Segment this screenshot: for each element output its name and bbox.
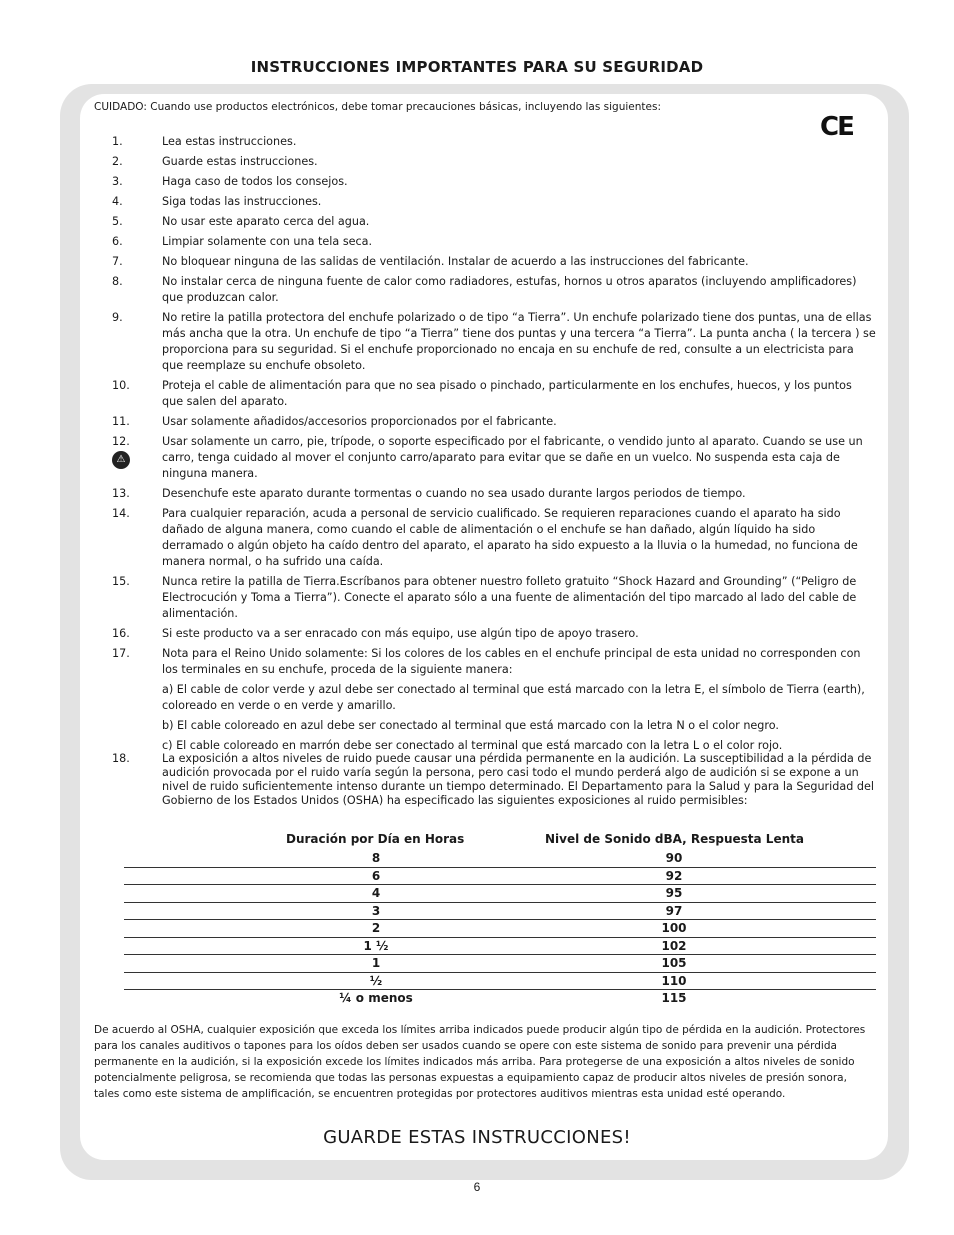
item-text: No retire la patilla protectora del enchufe polarizado o de tipo “a Tierra”. Un enchufe polarizado tiene dos puntas, una de ellas más ancha que la otra. Un enchufe de tipo “a Tierra” tiene dos puntas y una tercera “a Tierra”. La punta ancha ( la tercera ) se proporciona para su seguridad. Si el enchufe proporcionado no encaja en su enchufe de red, consulte a un electricista para que reemplaze su enchufe obsoleto. <box>162 311 876 372</box>
save-instructions-heading: GUARDE ESTAS INSTRUCCIONES! <box>323 1127 631 1148</box>
item-text: Guarde estas instrucciones. <box>162 155 318 168</box>
list-item <box>0 434 954 482</box>
item-text: Nunca retire la patilla de Tierra.Escríbanos para obtener nuestro folleto gratuito “Shock Hazard and Grounding” (“Peligro de Electrocución y Toma a Tierra”). Conecte el aparato sólo a una fuente de alimentación del tipo marcado al lado del cable de alimentación. <box>162 575 857 620</box>
item-text: Lea estas instrucciones. <box>162 135 297 148</box>
list-item <box>0 414 954 430</box>
item-number: 6. <box>112 235 123 248</box>
list-item <box>0 134 954 150</box>
item-text: Si este producto va a ser enracado con más equipo, use algún tipo de apoyo trasero. <box>162 627 639 640</box>
item-number: 18. <box>112 752 130 765</box>
item-number: 14. <box>112 507 130 520</box>
table-row <box>124 990 876 1007</box>
subclause-c: c) El cable coloreado en marrón debe ser conectado al terminal que está marcado con la letra L o el color rojo. <box>162 739 783 752</box>
list-item <box>0 174 954 190</box>
duration-cell: 8 <box>371 851 381 865</box>
item-text: Desenchufe este aparato durante tormentas o cuando no sea usado durante largos periodos de tiempo. <box>162 487 746 500</box>
item-text: Nota para el Reino Unido solamente: Si los colores de los cables en el enchufe principal de esta unidad no corresponden con los terminales en su enchufe, proceda de la siguiente manera: <box>162 647 861 676</box>
list-item <box>0 752 954 808</box>
level-cell: 92 <box>665 868 683 883</box>
list-item <box>0 274 954 306</box>
duration-cell: ¼ o menos <box>339 991 413 1005</box>
item-text: Usar solamente añadidos/accesorios proporcionados por el fabricante. <box>162 415 557 428</box>
table-row <box>124 903 876 921</box>
list-item <box>0 486 954 502</box>
list-item <box>0 378 954 410</box>
item-number: 7. <box>112 255 123 268</box>
table-row <box>124 973 876 991</box>
item-text: Proteja el cable de alimentación para que no sea pisado o pinchado, particularmente en los enchufes, huecos, y los puntos que salen del aparato. <box>162 379 852 408</box>
item-number: 3. <box>112 175 123 188</box>
list-item <box>0 154 954 170</box>
table-row <box>124 920 876 938</box>
table-row <box>124 938 876 956</box>
level-cell: 110 <box>661 973 687 988</box>
column-header-duration: Duración por Día en Horas <box>286 832 465 846</box>
list-item <box>0 214 954 230</box>
table-row <box>124 885 876 903</box>
level-cell: 102 <box>661 938 687 953</box>
list-item <box>0 234 954 250</box>
list-item <box>0 626 954 642</box>
duration-cell: 4 <box>371 886 381 900</box>
subclause-b: b) El cable coloreado en azul debe ser conectado al terminal que está marcado con la letra N o el color negro. <box>162 719 779 732</box>
page-title: INSTRUCCIONES IMPORTANTES PARA SU SEGURIDAD <box>250 58 704 76</box>
item-text: Haga caso de todos los consejos. <box>162 175 348 188</box>
level-cell: 100 <box>661 921 687 935</box>
level-cell: 115 <box>661 991 687 1005</box>
subclause-a: a) El cable de color verde y azul debe ser conectado al terminal que está marcado con la letra E, el símbolo de Tierra (earth), coloreado en verde o en verde y amarillo. <box>162 683 865 712</box>
table-header <box>124 832 876 850</box>
level-cell: 90 <box>665 851 683 865</box>
safety-instructions-list <box>0 134 954 812</box>
column-header-level: Nivel de Sonido dBA, Respuesta Lenta <box>545 832 804 846</box>
item-text: Para cualquier reparación, acuda a personal de servicio cualificado. Se requieren reparaciones cuando el aparato ha sido dañado de alguna manera, como cuando el cable de alimentación o el enchufe se han dañado, algún líquido ha sido derramado o algún objeto ha caído dentro del aparato, el aparato ha sido expuesto a la lluvia o la humedad, no funciona de manera normal, o ha sufrido una caída. <box>162 507 858 568</box>
item-text: No instalar cerca de ninguna fuente de calor como radiadores, estufas, hornos u otros aparatos (incluyendo amplificadores) que produzcan calor. <box>162 275 857 304</box>
item-text: No usar este aparato cerca del agua. <box>162 215 370 228</box>
duration-cell: ½ <box>369 973 383 988</box>
duration-cell: 1 <box>371 956 381 970</box>
table-row <box>124 955 876 973</box>
duration-cell: 6 <box>371 868 381 883</box>
item-text: Limpiar solamente con una tela seca. <box>162 235 373 248</box>
table-row <box>124 868 876 886</box>
item-number: 12. <box>112 435 130 448</box>
item-text: La exposición a altos niveles de ruido puede causar una pérdida permanente en la audición. La susceptibilidad a la pérdida de audición provocada por el ruido varía según la persona, pero casi todo el mundo perderá algo de audición si se expone a un nivel de ruido suficientemente intenso durante un tiempo determinado. El Departamento para la Salud y para la Seguridad del Gobierno de los Estados Unidos (OSHA) ha especificado las siguientes exposiciones al ruido permisibles: <box>162 752 874 807</box>
osha-note-paragraph: De acuerdo al OSHA, cualquier exposición que exceda los límites arriba indicados puede producir algún tipo de pérdida en la audición. Protectores para los canales auditivos o tapones para los oídos deben ser usados cuando se opere con este sistema de sonido para prevenir una pérdida permanente en la audición, si la exposición excede los límites indicados más arriba. Para protegerse de una exposición a altos niveles de sonido potencialmente peligrosa, se recomienda que todas las personas expuestas a equipamiento capaz de producir altos niveles de presión sonora, tales como este sistema de amplificación, se encuentren protegidas por protectores auditivos mientras esta unidad esté operando. <box>94 1024 866 1100</box>
item-17-subclauses <box>162 682 876 754</box>
item-number: 13. <box>112 487 130 500</box>
item-number: 15. <box>112 575 130 588</box>
cart-warning-icon: ⚠ <box>112 451 130 469</box>
item-text: No bloquear ninguna de las salidas de ventilación. Instalar de acuerdo a las instrucciones del fabricante. <box>162 255 749 268</box>
list-item <box>0 506 954 570</box>
item-number: 10. <box>112 379 130 392</box>
noise-exposure-table <box>124 832 876 1007</box>
item-number: 17. <box>112 647 130 660</box>
item-number: 9. <box>112 311 123 324</box>
item-number: 11. <box>112 415 130 428</box>
table-row <box>124 850 876 868</box>
page-number: 6 <box>473 1180 481 1194</box>
item-number: 4. <box>112 195 123 208</box>
list-item <box>0 646 954 754</box>
list-item <box>0 254 954 270</box>
duration-cell: 2 <box>371 921 381 935</box>
item-number: 8. <box>112 275 123 288</box>
item-number: 1. <box>112 135 123 148</box>
item-text: Siga todas las instrucciones. <box>162 195 322 208</box>
item-text: Usar solamente un carro, pie, trípode, o soporte especificado por el fabricante, o vendido junto al aparato. Cuando se use un carro, tenga cuidado al mover el conjunto carro/aparato para evitar que se dañe en un vuelco. No suspenda esta caja de ninguna manera. <box>162 435 863 480</box>
list-item <box>0 574 954 622</box>
list-item <box>0 310 954 374</box>
ce-mark-icon: CE <box>820 112 853 142</box>
level-cell: 95 <box>665 886 683 900</box>
item-number: 16. <box>112 627 130 640</box>
item-number: 5. <box>112 215 123 228</box>
duration-cell: 3 <box>371 903 381 918</box>
item-number: 2. <box>112 155 123 168</box>
list-item <box>0 194 954 210</box>
level-cell: 97 <box>665 903 683 918</box>
duration-cell: 1 ½ <box>363 938 389 953</box>
caution-intro: CUIDADO: Cuando use productos electrónicos, debe tomar precauciones básicas, incluyendo las siguientes: <box>94 101 661 113</box>
level-cell: 105 <box>661 956 687 970</box>
